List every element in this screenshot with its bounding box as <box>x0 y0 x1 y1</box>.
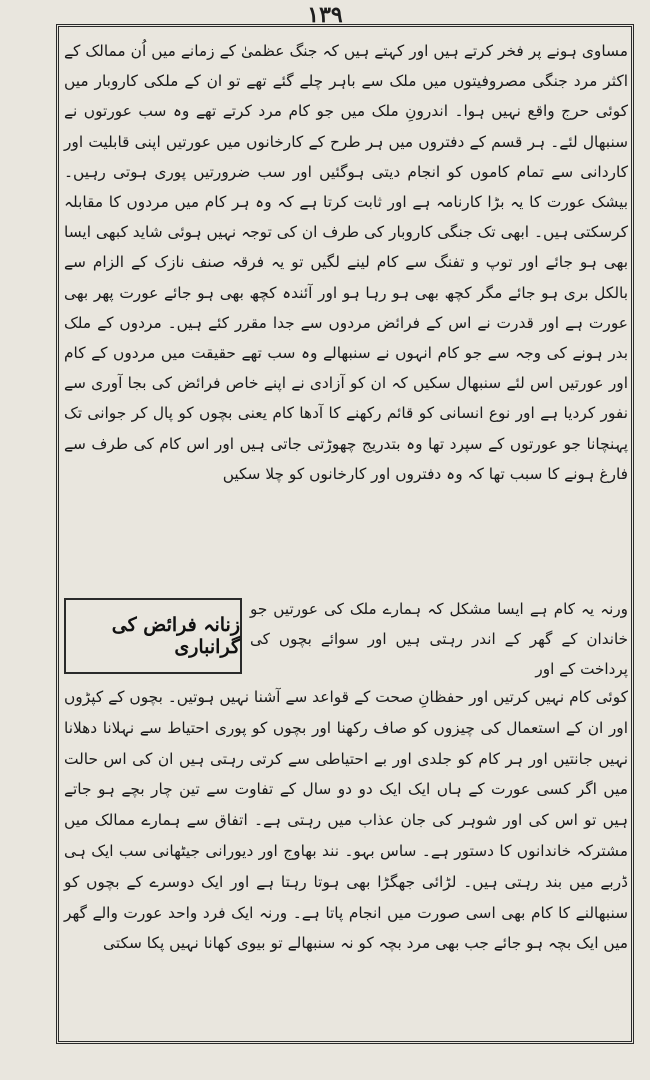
sidebox-row <box>64 594 628 680</box>
page-number: ۱۳۹ <box>307 2 343 28</box>
main-text-block <box>64 36 628 489</box>
section-heading: زنانہ فرائض کی گرانباری <box>111 614 240 658</box>
section-heading-box <box>64 598 242 674</box>
paragraph-1: مساوی ہونے پر فخر کرتے ہیں اور کہتے ہیں کہ جنگ عظمیٰ کے زمانے میں اُن ممالک کے اکثر مرد جنگی مصروفیتوں میں ملک سے باہر چلے گئے تھے تو ان کے ملکی کاروبار میں کوئی حرج واقع نہیں ہوا۔ اندرونِ ملک میں جو کام مرد کرتے تھے وہ سب عورتوں نے سنبھال لئے۔ ہر قسم کے دفتروں میں ہر طرح کے کارخانوں میں عورتیں اپنی قابلیت اور کاردانی سے تمام کاموں کو انجام دیتی ہوگئیں اور سب ضرورتیں پوری ہوتی رہیں۔ بیشک عورت کا یہ بڑا کارنامہ ہے اور ثابت کرتا ہے کہ وہ ہر کام میں مردوں کا مقابلہ کرسکتی ہیں۔ ابھی تک جنگی کاروبار کی طرف ان کی توجہ نہیں ہوئی شاید کبھی ایسا بھی ہو جائے اور توپ و تفنگ سے کام لینے لگیں تو یہ فرقہ صنف نازک کے الزام سے بالکل بری ہو جائے مگر کچھ بھی ہو رہا ہو اور آئندہ کچھ بھی ہو جائے عورت پھر بھی عورت ہے اور قدرت نے اس کے فرائض مردوں سے جدا مقرر کئے ہیں۔ مردوں کے ملک بدر ہونے کی وجہ سے جو کام انہوں نے سنبھالے وہ سب تھے حقیقت میں مردوں کے کام اور عورتیں اس لئے سنبھال سکیں کہ ان کو آزادی نے اپنے خاص فرائض کی بجا آوری سے نفور کردیا ہے اور نوع انسانی کو قائم رکھنے کا آدھا کام یعنی بچوں کو پال کر جوانی تک پہنچانا جو عورتوں کے سپرد تھا وہ بتدریج چھوڑتی جاتی ہیں اور اس کام کی طرف سے فارغ ہونے کا سبب تھا کہ وہ دفتروں اور کارخانوں کو چلا سکیں <box>64 42 628 483</box>
sidebox-text-block <box>250 594 628 685</box>
paragraph-2: کوئی کام نہیں کرتیں اور حفظانِ صحت کے قواعد سے آشنا نہیں ہوتیں۔ بچوں کے کپڑوں اور ان کے استعمال کی چیزوں کو صاف رکھنا اور بچوں کو پوری احتیاط سے نہلانا دھلانا نہیں جانتیں اور ہر کام کو جلدی اور بے احتیاطی سے کرتی رہتی ہیں ان کی اس حالت میں اگر کسی عورت کے ہاں ایک ایک دو دو سال کے تفاوت سے تین چار بچے ہو جاتے ہیں تو اس کی اور شوہر کی جان عذاب میں رہتی ہے۔ اتفاق سے ہمارے ممالک میں مشترکہ خاندانوں کا دستور ہے۔ ساس بہو۔ نند بھاوج اور دیورانی جیٹھانی سب ایک ہی ڈربے میں بند رہتی ہیں۔ لڑائی جھگڑا بھی ہوتا رہتا ہے اور ایک دوسرے کے بچوں کو سنبھالنے کا کام بھی اسی صورت میں انجام پاتا ہے۔ ورنہ ایک فرد واحد عورت والے گھر میں ایک بچہ ہو جائے جب بھی مرد بچہ کو نہ سنبھالے تو بیوی کھانا نہیں پکا سکتی <box>64 688 628 953</box>
lower-text-block <box>64 682 628 959</box>
sidebox-paragraph: ورنہ یہ کام ہے ایسا مشکل کہ ہمارے ملک کی عورتیں جو خاندان کے گھر کے اندر رہتی ہیں اور سوائے بچوں کی پرداخت کے اور <box>250 600 628 679</box>
